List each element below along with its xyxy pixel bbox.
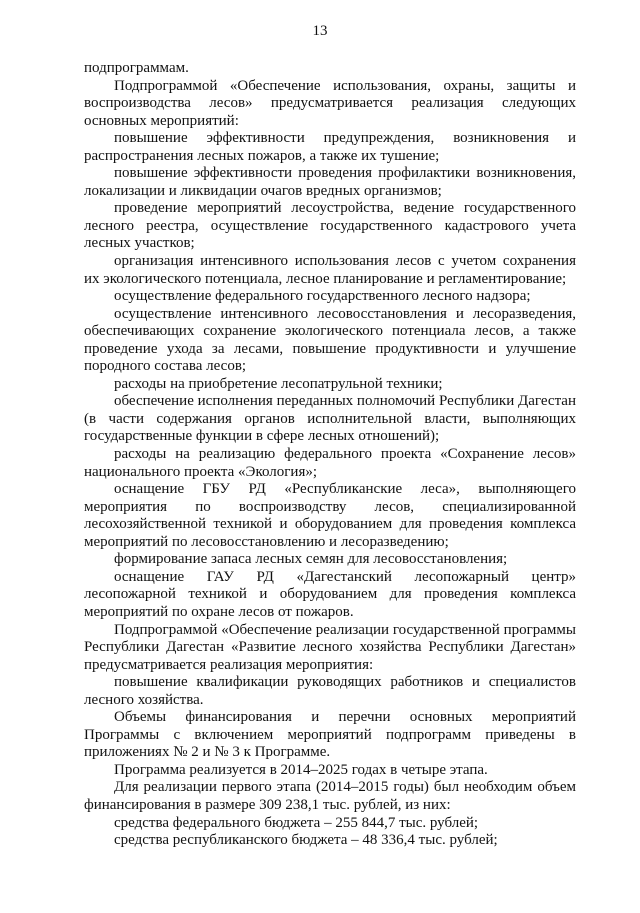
list-item-gbu-equipment: оснащение ГБУ РД «Республиканские леса», выполняющего мероприятия по воспроизводству лесов, специализированной лесохозяйственной техникой и оборудованием для проведения комплекса мероприятий по лесовосстановлению и лесоразведению;: [84, 481, 576, 550]
list-item-federal-project: расходы на реализацию федерального проекта «Сохранение лесов» национального проекта «Экология»;: [84, 446, 576, 480]
page-number: 13: [312, 23, 328, 39]
paragraph-first-stage: Для реализации первого этапа (2014–2015 годы) был необходим объем финансирования в размере 309 238,1 тыс. рублей, из них:: [84, 779, 576, 813]
list-item-patrol-equipment: расходы на приобретение лесопатрульной техники;: [114, 375, 443, 392]
list-item-republic-budget: средства республиканского бюджета – 48 336,4 тыс. рублей;: [114, 832, 498, 849]
list-item-gau-equipment: оснащение ГАУ РД «Дагестанский лесопожарный центр» лесопожарной техникой и оборудованием для проведения комплекса мероприятий по охране лесов от пожаров.: [84, 568, 576, 620]
list-item-training: повышение квалификации руководящих работников и специалистов лесного хозяйства.: [84, 674, 576, 708]
list-item-forest-supervision: осуществление федерального государственного лесного надзора;: [114, 288, 531, 305]
list-item-forest-management: проведение мероприятий лесоустройства, ведение государственного лесного реестра, осуществление государственного кадастрового учета лесных участков;: [84, 200, 576, 252]
paragraph-subprogram-implementation: Подпрограммой «Обеспечение реализации государственной программы Республики Дагестан «Развитие лесного хозяйства Республики Дагестан» предусматривается реализация мероприятия:: [84, 621, 576, 673]
document-body: [84, 60, 576, 850]
paragraph-financing-volumes: Объемы финансирования и перечни основных мероприятий Программы с включением мероприятий подпрограмм приведены в приложениях № 2 и № 3 к Программе.: [84, 709, 576, 761]
paragraph-subprogram-forests: Подпрограммой «Обеспечение использования, охраны, защиты и воспроизводства лесов» предусматривается реализация следующих основных мероприятий:: [84, 77, 576, 129]
list-item-reforestation: осуществление интенсивного лесовосстановления и лесоразведения, обеспечивающих сохранение экологического потенциала лесов, а также проведение ухода за лесами, повышение продуктивности и улучшение породного состава лесов;: [84, 305, 576, 375]
list-item-seed-stock: формирование запаса лесных семян для лесовосстановления;: [114, 551, 508, 568]
paragraph-continuation: подпрограммам.: [84, 60, 189, 76]
list-item-delegated-powers: обеспечение исполнения переданных полномочий Республики Дагестан (в части содержания органов исполнительной власти, выполняющих государственные функции в сфере лесных отношений);: [84, 393, 576, 445]
list-item-fire-prevention: повышение эффективности предупреждения, возникновения и распространения лесных пожаров, а также их тушение;: [84, 130, 576, 164]
paragraph-program-stages: Программа реализуется в 2014–2025 годах в четыре этапа.: [114, 761, 488, 778]
list-item-federal-budget: средства федерального бюджета – 255 844,7 тыс. рублей;: [114, 814, 479, 831]
list-item-pest-prevention: повышение эффективности проведения профилактики возникновения, локализации и ликвидации очагов вредных организмов;: [84, 165, 576, 199]
list-item-intensive-use: организация интенсивного использования лесов с учетом сохранения их экологического потенциала, лесное планирование и регламентирование;: [84, 253, 576, 287]
